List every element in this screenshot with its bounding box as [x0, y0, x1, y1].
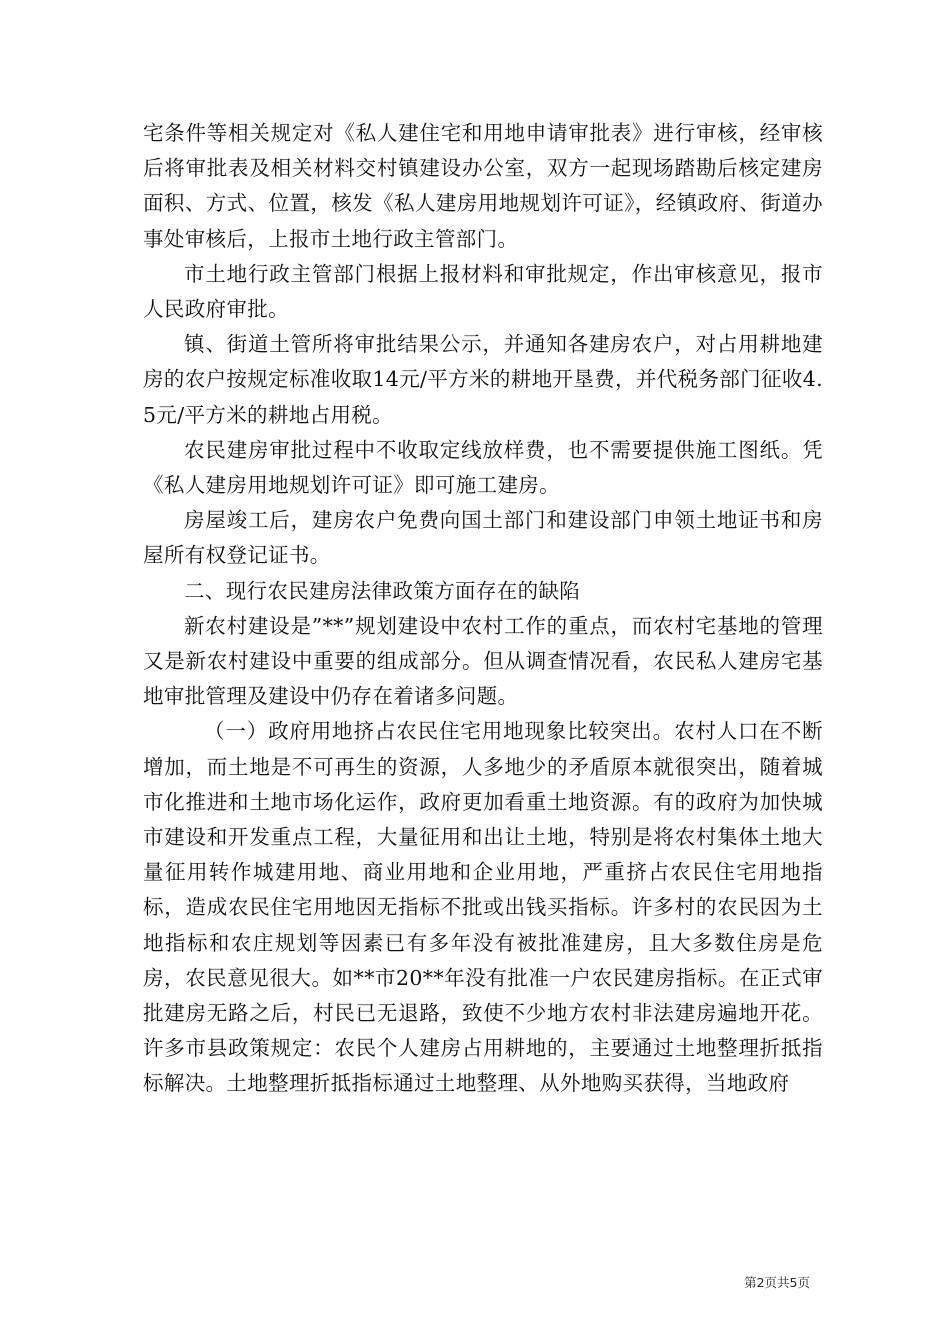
paragraph-publicity-fees: 镇、街道土管所将审批结果公示，并通知各建房农户，对占用耕地建房的农户按规定标准收取14元/平方米的耕地开垦费，并代税务部门征收4.5元/平方米的耕地占用税。: [143, 332, 823, 427]
paragraph-land-authority-review: 市土地行政主管部门根据上报材料和审批规定，作出审核意见，报市人民政府审批。: [143, 261, 823, 322]
paragraph-government-land-use: （一）政府用地挤占农民住宅用地现象比较突出。农村人口在不断增加，而土地是不可再生的资源，人多地少的矛盾原本就很突出，随着城市化推进和土地市场化运作，政府更加看重土地资源。有的政府为加快城市建设和开发重点工程，大量征用和出让土地，特别是将农村集体土地大量征用转作城建用地、商业用地和企业用地，严重挤占农民住宅用地指标，造成农民住宅用地因无指标不批或出钱买指标。许多村的农民因为土地指标和农庄规划等因素已有多年没有被批准建房，且大多数住房是危房，农民意见很大。如**市20**年没有批准一户农民建房指标。在正式审批建房无路之后，村民已无退路，致使不少地方农村非法建房遍地开花。许多市县政策规定：农民个人建房占用耕地的，主要通过土地整理折抵指标解决。土地整理折抵指标通过土地整理、从外地购买获得，当地政府: [143, 719, 823, 1096]
paragraph-approval-review: 宅条件等相关规定对《私人建住宅和用地申请审批表》进行审核，经审核后将审批表及相关材料交村镇建设办公室，双方一起现场踏勘后核定建房面积、方式、位置，核发《私人建房用地规划许可证》，经镇政府、街道办事处审核后，上报市土地行政主管部门。: [143, 121, 823, 251]
paragraph-new-countryside: 新农村建设是”**”规划建设中农村工作的重点，而农村宅基地的管理又是新农村建设中重要的组成部分。但从调查情况看，农民私人建房宅基地审批管理及建设中仍存在着诸多问题。: [143, 613, 823, 709]
page-number-footer: 第2页共5页: [744, 1275, 810, 1290]
paragraph-no-survey-fee: 农民建房审批过程中不收取定线放样费，也不需要提供施工图纸。凭《私人建房用地规划许可证》即可施工建房。: [143, 437, 823, 498]
section-heading-policy-defects: 二、现行农民建房法律政策方面存在的缺陷: [184, 578, 581, 603]
paragraph-certificates: 房屋竣工后，建房农户免费向国土部门和建设部门申领土地证书和房屋所有权登记证书。: [143, 508, 823, 568]
document-body: [143, 116, 823, 1102]
